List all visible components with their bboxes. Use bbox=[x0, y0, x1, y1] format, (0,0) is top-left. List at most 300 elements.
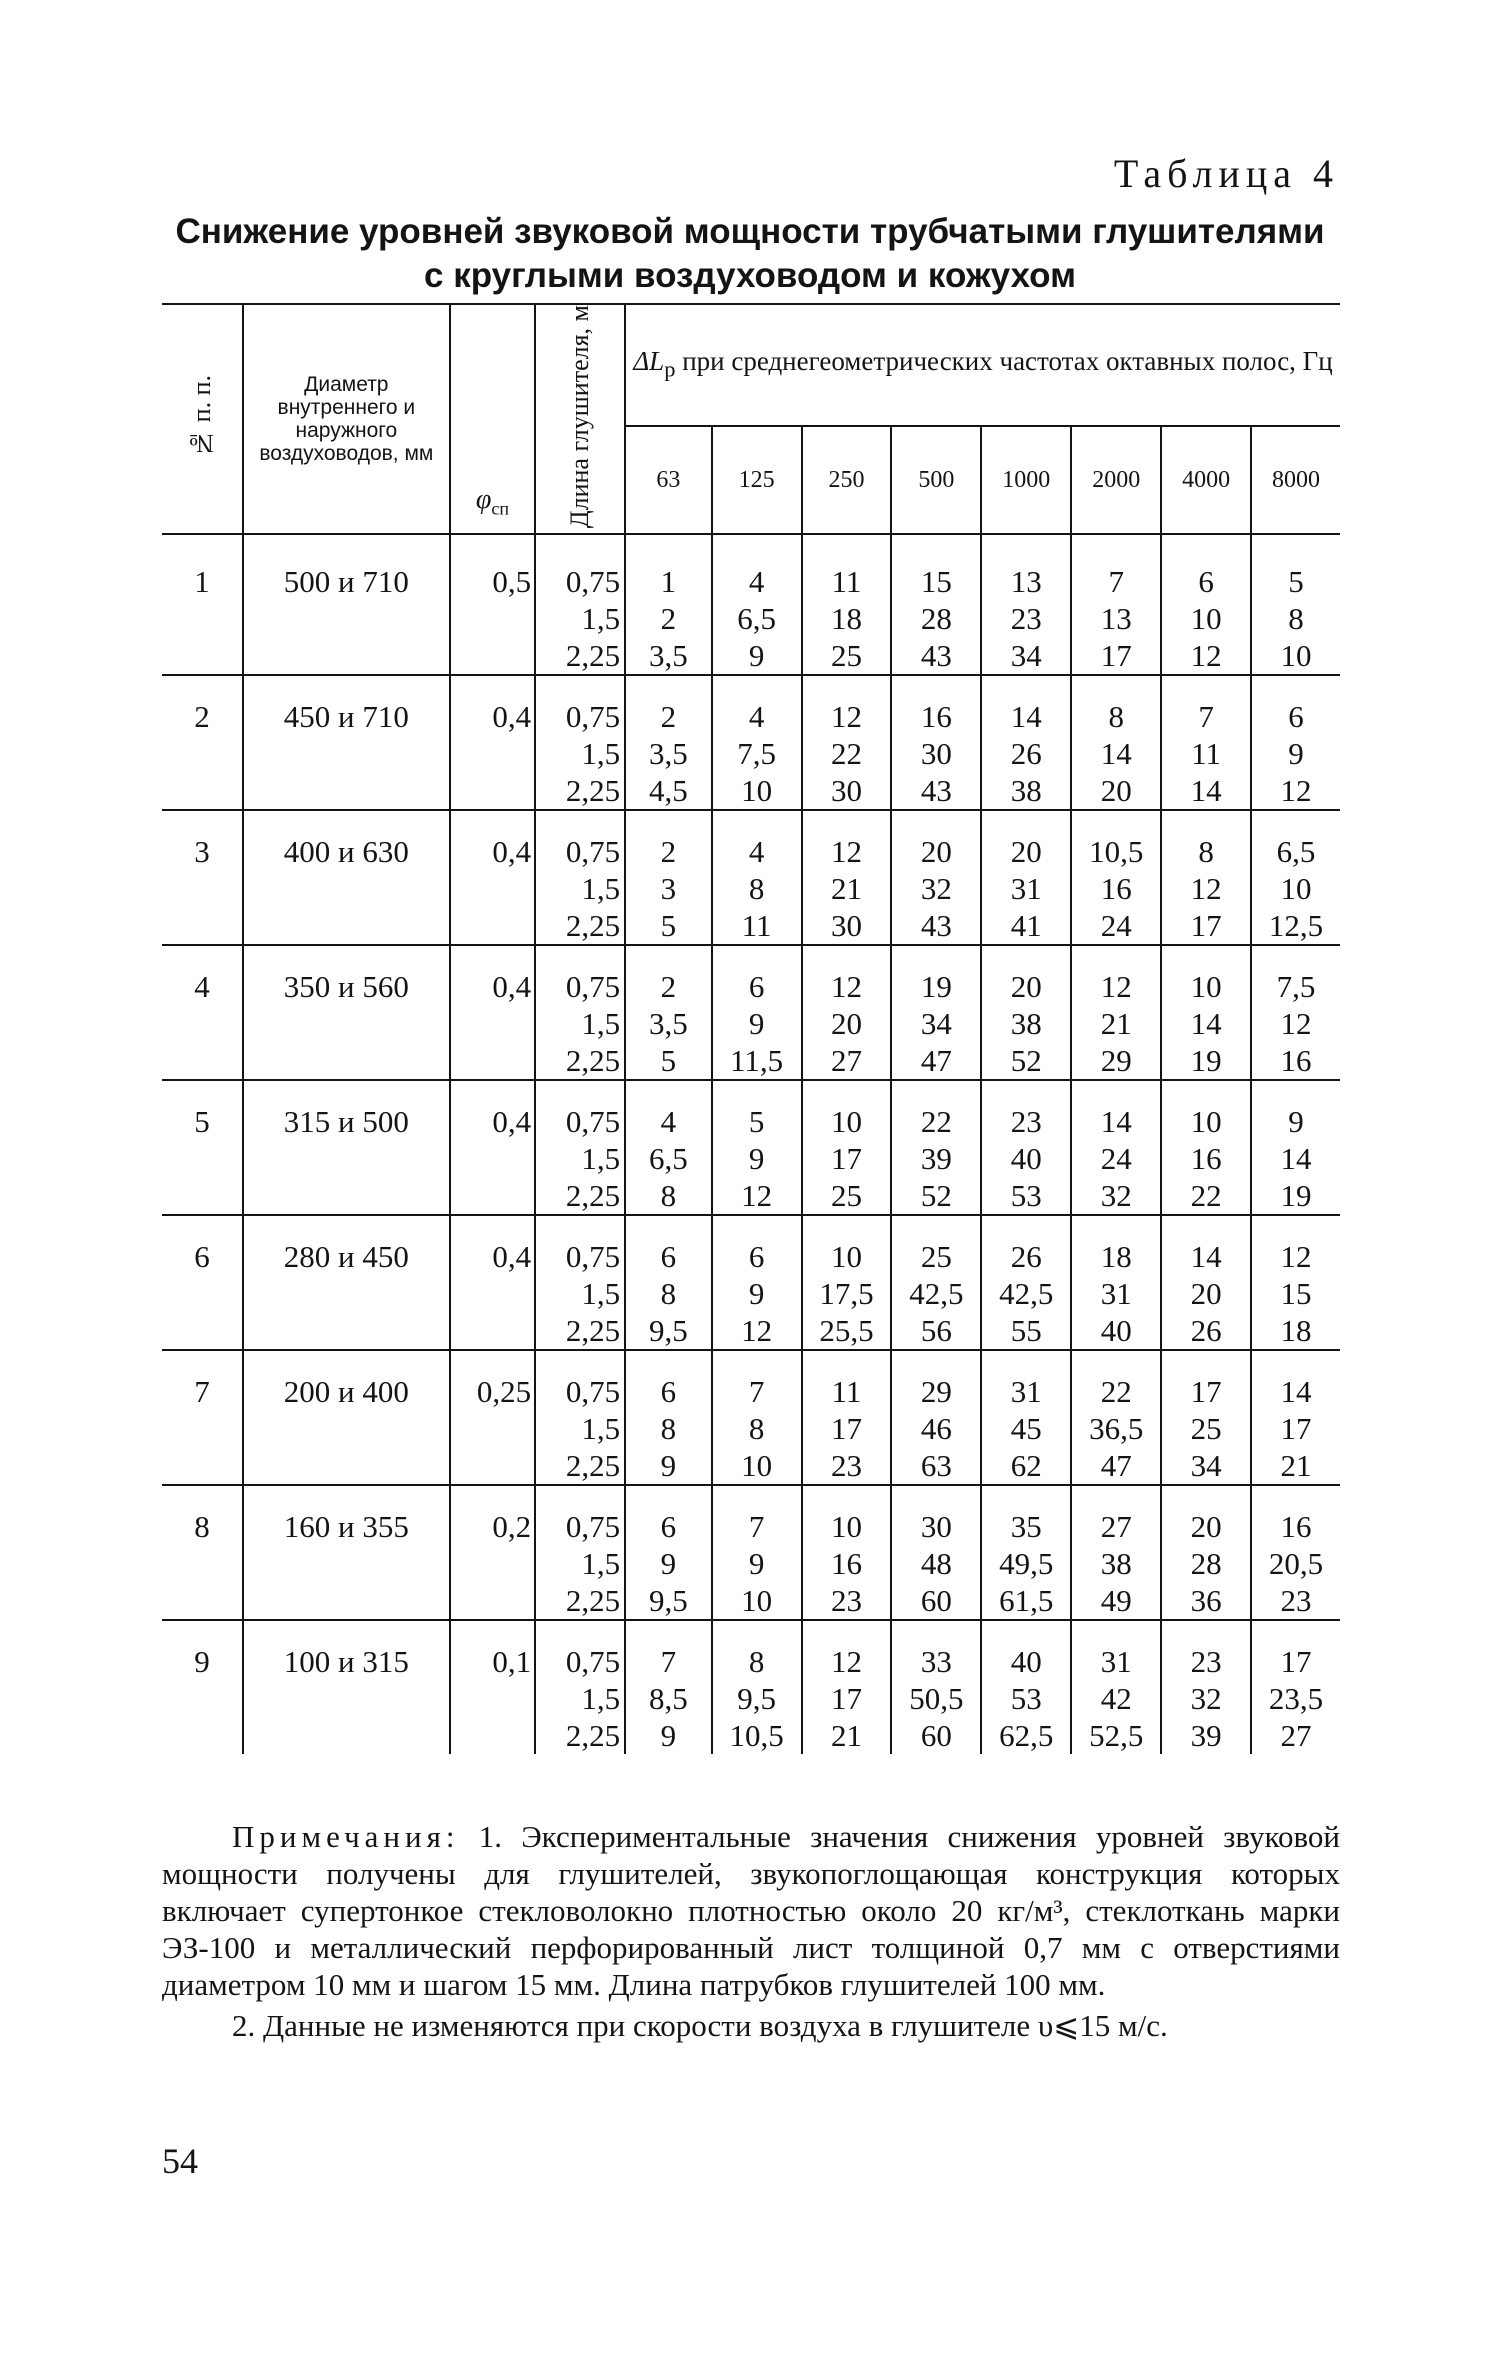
freq-header: 500 bbox=[891, 426, 981, 534]
freq-header: 1000 bbox=[981, 426, 1071, 534]
row-value-cell-value: 32 bbox=[1190, 1681, 1222, 1717]
row-value-cell-value: 34 bbox=[920, 1006, 952, 1042]
row-value-cell bbox=[1161, 675, 1251, 810]
row-value-cell-value: 8 bbox=[660, 1276, 677, 1312]
row-value-cell-value: 48 bbox=[920, 1546, 952, 1582]
row-phi-value: 0,4 bbox=[492, 1239, 532, 1275]
row-number-value: 6 bbox=[194, 1239, 210, 1275]
row-value-cell-value: 5 bbox=[660, 1043, 677, 1079]
row-value-cell-value: 8 bbox=[748, 1644, 765, 1680]
row-value-cell-value: 9 bbox=[660, 1448, 677, 1484]
row-value-cell-value: 3,5 bbox=[648, 736, 688, 772]
row-value-cell-value: 20 bbox=[920, 834, 952, 870]
row-value-cell-value: 30 bbox=[830, 773, 862, 809]
row-value-cell-value: 6,5 bbox=[737, 601, 776, 637]
row-value-cell-value: 23 bbox=[1010, 1104, 1042, 1140]
row-length-value: 2,25 bbox=[565, 1448, 621, 1484]
row-phi bbox=[450, 810, 535, 945]
row-value-cell-value: 60 bbox=[920, 1583, 952, 1619]
row-value-cell bbox=[1071, 1080, 1161, 1215]
row-value-cell-value: 20 bbox=[1100, 773, 1132, 809]
row-value-cell-value: 5 bbox=[748, 1104, 765, 1140]
row-value-cell bbox=[981, 675, 1071, 810]
row-value-cell-value: 53 bbox=[1010, 1178, 1042, 1214]
row-value-cell bbox=[1251, 1080, 1340, 1215]
row-value-cell-value: 41 bbox=[1010, 908, 1042, 944]
row-length-value: 2,25 bbox=[565, 1313, 621, 1349]
notes-heading: Примечания: bbox=[232, 1819, 460, 1854]
row-value-cell-value: 17 bbox=[830, 1141, 862, 1177]
row-value-cell bbox=[891, 1350, 981, 1485]
row-value-cell bbox=[891, 675, 981, 810]
row-value-cell-value: 22 bbox=[920, 1104, 952, 1140]
row-number bbox=[162, 675, 243, 810]
row-value-cell-value: 17 bbox=[830, 1411, 862, 1447]
row-value-cell-value: 12 bbox=[830, 834, 862, 870]
row-value-cell-value: 6 bbox=[748, 969, 765, 1005]
row-length-value: 0,75 bbox=[565, 1374, 621, 1410]
row-value-cell-value: 53 bbox=[1010, 1681, 1042, 1717]
row-length-value: 2,25 bbox=[565, 1583, 621, 1619]
table-row bbox=[162, 1080, 1340, 1215]
row-value-cell-value: 60 bbox=[920, 1718, 952, 1754]
row-value-cell-value: 7 bbox=[1198, 699, 1214, 735]
row-value-cell-value: 12,5 bbox=[1268, 908, 1324, 944]
row-value-cell bbox=[1071, 1215, 1161, 1350]
row-length-value: 0,75 bbox=[565, 1644, 621, 1680]
row-value-cell-value: 31 bbox=[1010, 871, 1042, 907]
row-value-cell-value: 23 bbox=[1190, 1644, 1222, 1680]
row-value-cell bbox=[1251, 534, 1340, 675]
row-value-cell bbox=[712, 675, 802, 810]
row-value-cell-value: 4,5 bbox=[648, 773, 688, 809]
row-value-cell bbox=[1071, 810, 1161, 945]
row-value-cell-value: 17 bbox=[1280, 1411, 1312, 1447]
row-value-cell-value: 27 bbox=[1100, 1509, 1132, 1545]
row-number bbox=[162, 1350, 243, 1485]
row-number bbox=[162, 1080, 243, 1215]
table-row bbox=[162, 675, 1340, 810]
row-length bbox=[535, 810, 625, 945]
freq-header: 8000 bbox=[1251, 426, 1340, 534]
row-value-cell-value: 1 bbox=[660, 564, 677, 600]
row-value-cell-value: 19 bbox=[920, 969, 952, 1005]
row-value-cell-value: 26 bbox=[1010, 736, 1042, 772]
table-row bbox=[162, 1620, 1340, 1754]
row-value-cell-value: 4 bbox=[660, 1104, 677, 1140]
row-value-cell-value: 12 bbox=[830, 1644, 862, 1680]
row-value-cell-value: 23 bbox=[830, 1448, 862, 1484]
row-value-cell bbox=[1071, 1485, 1161, 1620]
row-value-cell-value: 12 bbox=[1190, 871, 1222, 907]
row-length-value: 0,75 bbox=[565, 969, 621, 1005]
row-value-cell bbox=[1161, 1485, 1251, 1620]
row-value-cell-value: 10 bbox=[830, 1509, 862, 1545]
row-value-cell-value: 9 bbox=[748, 1006, 765, 1042]
row-value-cell bbox=[625, 1350, 712, 1485]
row-diameter-value: 200 и 400 bbox=[283, 1374, 409, 1410]
row-value-cell-value: 22 bbox=[830, 736, 862, 772]
row-value-cell-value: 30 bbox=[920, 736, 952, 772]
row-value-cell-value: 6,5 bbox=[648, 1141, 688, 1177]
row-value-cell-value: 2 bbox=[660, 601, 677, 637]
row-number-value: 3 bbox=[194, 834, 210, 870]
row-value-cell bbox=[891, 810, 981, 945]
row-value-cell-value: 14 bbox=[1100, 736, 1132, 772]
row-value-cell-value: 21 bbox=[830, 1718, 862, 1754]
row-value-cell-value: 11 bbox=[831, 564, 862, 600]
row-length bbox=[535, 945, 625, 1080]
row-value-cell-value: 17 bbox=[1100, 638, 1132, 674]
freq-header: 250 bbox=[802, 426, 892, 534]
row-value-cell-value: 11 bbox=[831, 1374, 862, 1410]
row-length-value: 1,5 bbox=[581, 1006, 621, 1042]
row-value-cell bbox=[1071, 1350, 1161, 1485]
row-value-cell-value: 12 bbox=[1280, 1239, 1312, 1275]
freq-header: 63 bbox=[625, 426, 712, 534]
row-value-cell-value: 40 bbox=[1100, 1313, 1132, 1349]
row-length-value: 1,5 bbox=[581, 871, 621, 907]
row-value-cell bbox=[712, 1620, 802, 1754]
row-value-cell-value: 12 bbox=[830, 969, 862, 1005]
row-diameter bbox=[243, 1215, 450, 1350]
header-number: № п. п. bbox=[162, 304, 243, 534]
row-value-cell-value: 42,5 bbox=[999, 1276, 1054, 1312]
row-number bbox=[162, 1215, 243, 1350]
row-length bbox=[535, 675, 625, 810]
row-value-cell-value: 9 bbox=[1288, 1104, 1304, 1140]
row-value-cell-value: 34 bbox=[1190, 1448, 1222, 1484]
row-value-cell-value: 25,5 bbox=[819, 1313, 874, 1349]
row-value-cell bbox=[625, 1215, 712, 1350]
row-value-cell-value: 9 bbox=[748, 1141, 765, 1177]
row-value-cell bbox=[1071, 534, 1161, 675]
row-value-cell-value: 12 bbox=[1280, 1006, 1312, 1042]
row-value-cell-value: 6 bbox=[660, 1239, 677, 1275]
row-value-cell-value: 40 bbox=[1010, 1644, 1042, 1680]
row-length-value: 1,5 bbox=[581, 736, 621, 772]
row-value-cell-value: 9 bbox=[748, 638, 765, 674]
row-value-cell-value: 16 bbox=[920, 699, 952, 735]
row-diameter-value: 400 и 630 bbox=[283, 834, 409, 870]
row-number bbox=[162, 945, 243, 1080]
row-value-cell-value: 22 bbox=[1190, 1178, 1222, 1214]
row-value-cell-value: 42,5 bbox=[909, 1276, 964, 1312]
row-value-cell bbox=[1071, 945, 1161, 1080]
header-delta-l: $\Delta L_p$ при среднегеометрических частотах октавных полос, Гц bbox=[625, 304, 1340, 426]
row-value-cell-value: 30 bbox=[830, 908, 862, 944]
row-value-cell-value: 26 bbox=[1190, 1313, 1222, 1349]
row-value-cell-value: 50,5 bbox=[909, 1681, 964, 1717]
row-value-cell-value: 3,5 bbox=[648, 638, 688, 674]
row-value-cell bbox=[712, 1215, 802, 1350]
row-value-cell-value: 24 bbox=[1100, 1141, 1132, 1177]
row-value-cell-value: 16 bbox=[1280, 1043, 1312, 1079]
row-phi bbox=[450, 1485, 535, 1620]
row-length bbox=[535, 1485, 625, 1620]
row-length-value: 1,5 bbox=[581, 1546, 621, 1582]
row-length-value: 1,5 bbox=[581, 1276, 621, 1312]
row-value-cell-value: 10,5 bbox=[1089, 834, 1144, 870]
row-value-cell-value: 10 bbox=[741, 773, 773, 809]
row-phi-value: 0,4 bbox=[492, 699, 532, 735]
row-length bbox=[535, 1215, 625, 1350]
row-diameter-value: 315 и 500 bbox=[283, 1104, 409, 1140]
row-value-cell-value: 28 bbox=[920, 601, 952, 637]
row-value-cell-value: 7 bbox=[1108, 564, 1124, 600]
row-number bbox=[162, 810, 243, 945]
row-value-cell bbox=[1251, 945, 1340, 1080]
row-value-cell-value: 25 bbox=[920, 1239, 952, 1275]
row-value-cell bbox=[712, 1485, 802, 1620]
row-value-cell-value: 16 bbox=[1100, 871, 1132, 907]
row-value-cell bbox=[625, 1485, 712, 1620]
row-value-cell bbox=[625, 945, 712, 1080]
row-value-cell-value: 25 bbox=[830, 1178, 862, 1214]
row-value-cell-value: 46 bbox=[920, 1411, 952, 1447]
row-value-cell-value: 16 bbox=[830, 1546, 862, 1582]
row-length-value: 0,75 bbox=[565, 834, 621, 870]
row-diameter bbox=[243, 534, 450, 675]
row-value-cell-value: 45 bbox=[1010, 1411, 1042, 1447]
row-length-value: 1,5 bbox=[581, 601, 621, 637]
row-value-cell bbox=[981, 945, 1071, 1080]
row-diameter bbox=[243, 675, 450, 810]
row-value-cell bbox=[1251, 1620, 1340, 1754]
title-line-2: с круглыми воздуховодом и кожухом bbox=[424, 256, 1076, 295]
table-label: Таблица 4 bbox=[1113, 151, 1339, 196]
row-phi bbox=[450, 675, 535, 810]
row-value-cell-value: 17 bbox=[830, 1681, 862, 1717]
row-value-cell bbox=[1161, 1350, 1251, 1485]
row-value-cell bbox=[625, 675, 712, 810]
row-length-value: 1,5 bbox=[581, 1681, 621, 1717]
row-value-cell-value: 43 bbox=[920, 638, 952, 674]
row-value-cell bbox=[1071, 675, 1161, 810]
row-value-cell bbox=[1161, 1215, 1251, 1350]
row-value-cell-value: 49,5 bbox=[999, 1546, 1054, 1582]
row-value-cell-value: 20,5 bbox=[1268, 1546, 1324, 1582]
row-value-cell-value: 36 bbox=[1190, 1583, 1222, 1619]
row-value-cell bbox=[625, 1620, 712, 1754]
row-phi-value: 0,4 bbox=[492, 969, 532, 1005]
row-length bbox=[535, 1620, 625, 1754]
row-value-cell-value: 21 bbox=[1100, 1006, 1132, 1042]
row-value-cell-value: 6 bbox=[748, 1239, 765, 1275]
row-value-cell bbox=[981, 1485, 1071, 1620]
row-value-cell-value: 38 bbox=[1010, 1006, 1042, 1042]
row-length-value: 1,5 bbox=[581, 1411, 621, 1447]
row-value-cell-value: 8 bbox=[660, 1411, 677, 1447]
row-value-cell bbox=[1161, 810, 1251, 945]
row-value-cell-value: 2 bbox=[660, 969, 677, 1005]
row-value-cell-value: 20 bbox=[1010, 969, 1042, 1005]
row-value-cell-value: 52 bbox=[1010, 1043, 1042, 1079]
row-number-value: 7 bbox=[194, 1374, 210, 1410]
row-value-cell-value: 10 bbox=[741, 1583, 773, 1619]
row-value-cell-value: 4 bbox=[748, 564, 765, 600]
row-value-cell-value: 21 bbox=[830, 871, 862, 907]
row-value-cell-value: 20 bbox=[1190, 1509, 1222, 1545]
row-value-cell bbox=[1251, 1485, 1340, 1620]
row-value-cell-value: 30 bbox=[920, 1509, 952, 1545]
row-length bbox=[535, 534, 625, 675]
row-value-cell-value: 55 bbox=[1010, 1313, 1042, 1349]
row-value-cell-value: 34 bbox=[1010, 638, 1042, 674]
row-value-cell bbox=[1161, 534, 1251, 675]
row-value-cell-value: 21 bbox=[1280, 1448, 1312, 1484]
notes bbox=[162, 1818, 1340, 2044]
row-value-cell-value: 23,5 bbox=[1268, 1681, 1324, 1717]
row-number-value: 8 bbox=[194, 1509, 210, 1545]
row-value-cell bbox=[802, 1215, 892, 1350]
row-value-cell-value: 11,5 bbox=[730, 1043, 784, 1079]
row-value-cell-value: 14 bbox=[1280, 1374, 1312, 1410]
row-value-cell-value: 29 bbox=[920, 1374, 952, 1410]
row-value-cell-value: 9 bbox=[748, 1546, 765, 1582]
row-value-cell-value: 6 bbox=[1198, 564, 1214, 600]
row-value-cell-value: 11 bbox=[741, 908, 772, 944]
row-value-cell-value: 7,5 bbox=[1276, 969, 1316, 1005]
row-length-value: 2,25 bbox=[565, 1043, 621, 1079]
row-value-cell bbox=[891, 534, 981, 675]
row-value-cell-value: 38 bbox=[1100, 1546, 1132, 1582]
row-phi-value: 0,25 bbox=[476, 1374, 532, 1410]
header-diameter: Диаметр внутреннего и наружного воздуховодов, мм bbox=[243, 304, 450, 534]
row-phi bbox=[450, 534, 535, 675]
row-length-value: 0,75 bbox=[565, 1509, 621, 1545]
row-value-cell-value: 25 bbox=[830, 638, 862, 674]
row-value-cell-value: 7,5 bbox=[737, 736, 776, 772]
row-value-cell-value: 27 bbox=[830, 1043, 862, 1079]
row-value-cell-value: 2 bbox=[660, 834, 677, 870]
row-value-cell-value: 24 bbox=[1100, 908, 1132, 944]
row-value-cell bbox=[1161, 1080, 1251, 1215]
row-value-cell-value: 8 bbox=[748, 871, 765, 907]
row-length bbox=[535, 1350, 625, 1485]
row-value-cell-value: 14 bbox=[1280, 1141, 1312, 1177]
row-value-cell-value: 3 bbox=[660, 871, 677, 907]
row-phi-value: 0,1 bbox=[492, 1644, 532, 1680]
row-value-cell-value: 49 bbox=[1100, 1583, 1132, 1619]
row-value-cell bbox=[891, 945, 981, 1080]
row-length-value: 2,25 bbox=[565, 1718, 621, 1754]
row-value-cell-value: 19 bbox=[1280, 1178, 1312, 1214]
row-value-cell-value: 52,5 bbox=[1089, 1718, 1144, 1754]
row-diameter-value: 500 и 710 bbox=[283, 564, 409, 600]
row-diameter-value: 450 и 710 bbox=[283, 699, 409, 735]
row-value-cell-value: 47 bbox=[920, 1043, 952, 1079]
row-value-cell bbox=[712, 1080, 802, 1215]
row-length-value: 0,75 bbox=[565, 564, 621, 600]
row-value-cell-value: 39 bbox=[920, 1141, 952, 1177]
row-value-cell bbox=[802, 810, 892, 945]
row-value-cell-value: 20 bbox=[1010, 834, 1042, 870]
row-value-cell bbox=[1251, 810, 1340, 945]
row-number bbox=[162, 534, 243, 675]
row-value-cell-value: 9,5 bbox=[648, 1583, 688, 1619]
row-value-cell-value: 17,5 bbox=[819, 1276, 874, 1312]
row-value-cell-value: 31 bbox=[1100, 1276, 1132, 1312]
row-value-cell-value: 4 bbox=[748, 699, 765, 735]
row-value-cell-value: 31 bbox=[1010, 1374, 1042, 1410]
row-value-cell bbox=[802, 1620, 892, 1754]
row-value-cell bbox=[1161, 1620, 1251, 1754]
row-value-cell-value: 14 bbox=[1100, 1104, 1132, 1140]
row-value-cell-value: 9 bbox=[660, 1546, 677, 1582]
row-value-cell bbox=[712, 534, 802, 675]
row-value-cell-value: 40 bbox=[1010, 1141, 1042, 1177]
row-diameter-value: 350 и 560 bbox=[283, 969, 409, 1005]
row-value-cell-value: 18 bbox=[1100, 1239, 1132, 1275]
row-value-cell-value: 62 bbox=[1010, 1448, 1042, 1484]
table-title bbox=[150, 210, 1350, 298]
row-value-cell-value: 13 bbox=[1010, 564, 1042, 600]
row-value-cell-value: 32 bbox=[920, 871, 952, 907]
row-value-cell-value: 33 bbox=[920, 1644, 952, 1680]
row-value-cell bbox=[712, 945, 802, 1080]
row-value-cell-value: 9,5 bbox=[737, 1681, 776, 1717]
row-value-cell-value: 20 bbox=[1190, 1276, 1222, 1312]
row-value-cell-value: 6 bbox=[660, 1374, 677, 1410]
row-value-cell-value: 12 bbox=[741, 1313, 773, 1349]
row-value-cell bbox=[712, 1350, 802, 1485]
row-value-cell bbox=[891, 1485, 981, 1620]
row-value-cell bbox=[981, 1215, 1071, 1350]
row-value-cell-value: 25 bbox=[1190, 1411, 1222, 1447]
row-value-cell-value: 18 bbox=[1280, 1313, 1312, 1349]
row-phi bbox=[450, 1215, 535, 1350]
row-value-cell-value: 42 bbox=[1100, 1681, 1132, 1717]
row-value-cell-value: 9,5 bbox=[648, 1313, 688, 1349]
note-1-text: 1. Экспериментальные значения снижения уровней звуковой мощности получены для глушителей, звукопоглощающая конструкция которых включает супертонкое стекловолокно плотностью около 20 кг/м³, стеклоткань марки ЭЗ-100 и металлический перфорированный лист толщиной 0,7 мм с отверстиями диаметром 10 мм и шагом 15 мм. Длина патрубков глушителей 100 мм. bbox=[162, 1819, 1340, 2002]
row-value-cell-value: 10 bbox=[1190, 601, 1222, 637]
row-diameter-value: 160 и 355 bbox=[283, 1509, 409, 1545]
row-value-cell-value: 31 bbox=[1100, 1644, 1132, 1680]
row-length-value: 2,25 bbox=[565, 773, 621, 809]
row-value-cell-value: 10 bbox=[1190, 1104, 1222, 1140]
row-value-cell bbox=[625, 1080, 712, 1215]
row-phi-value: 0,5 bbox=[492, 564, 532, 600]
row-value-cell-value: 5 bbox=[1288, 564, 1304, 600]
row-value-cell bbox=[625, 810, 712, 945]
row-length-value: 0,75 bbox=[565, 1239, 621, 1275]
row-length-value: 2,25 bbox=[565, 1178, 621, 1214]
row-value-cell bbox=[981, 1620, 1071, 1754]
row-value-cell-value: 28 bbox=[1190, 1546, 1222, 1582]
row-phi bbox=[450, 945, 535, 1080]
row-phi bbox=[450, 1350, 535, 1485]
title-line-1: Снижение уровней звуковой мощности трубчатыми глушителями bbox=[175, 212, 1325, 251]
row-value-cell-value: 39 bbox=[1190, 1718, 1222, 1754]
header-phi: $\varphi_{сп}$ bbox=[450, 304, 535, 534]
row-value-cell bbox=[802, 1350, 892, 1485]
row-value-cell bbox=[1251, 1350, 1340, 1485]
row-value-cell-value: 62,5 bbox=[999, 1718, 1054, 1754]
row-value-cell-value: 35 bbox=[1010, 1509, 1042, 1545]
row-length-value: 0,75 bbox=[565, 1104, 621, 1140]
row-value-cell-value: 29 bbox=[1100, 1043, 1132, 1079]
row-value-cell-value: 3,5 bbox=[648, 1006, 688, 1042]
row-value-cell-value: 14 bbox=[1190, 773, 1222, 809]
data-table bbox=[162, 303, 1340, 1754]
row-value-cell bbox=[981, 810, 1071, 945]
row-value-cell bbox=[802, 1080, 892, 1215]
row-value-cell-value: 10 bbox=[1280, 871, 1312, 907]
freq-header: 4000 bbox=[1161, 426, 1251, 534]
row-value-cell-value: 7 bbox=[748, 1509, 765, 1545]
row-value-cell-value: 26 bbox=[1010, 1239, 1042, 1275]
